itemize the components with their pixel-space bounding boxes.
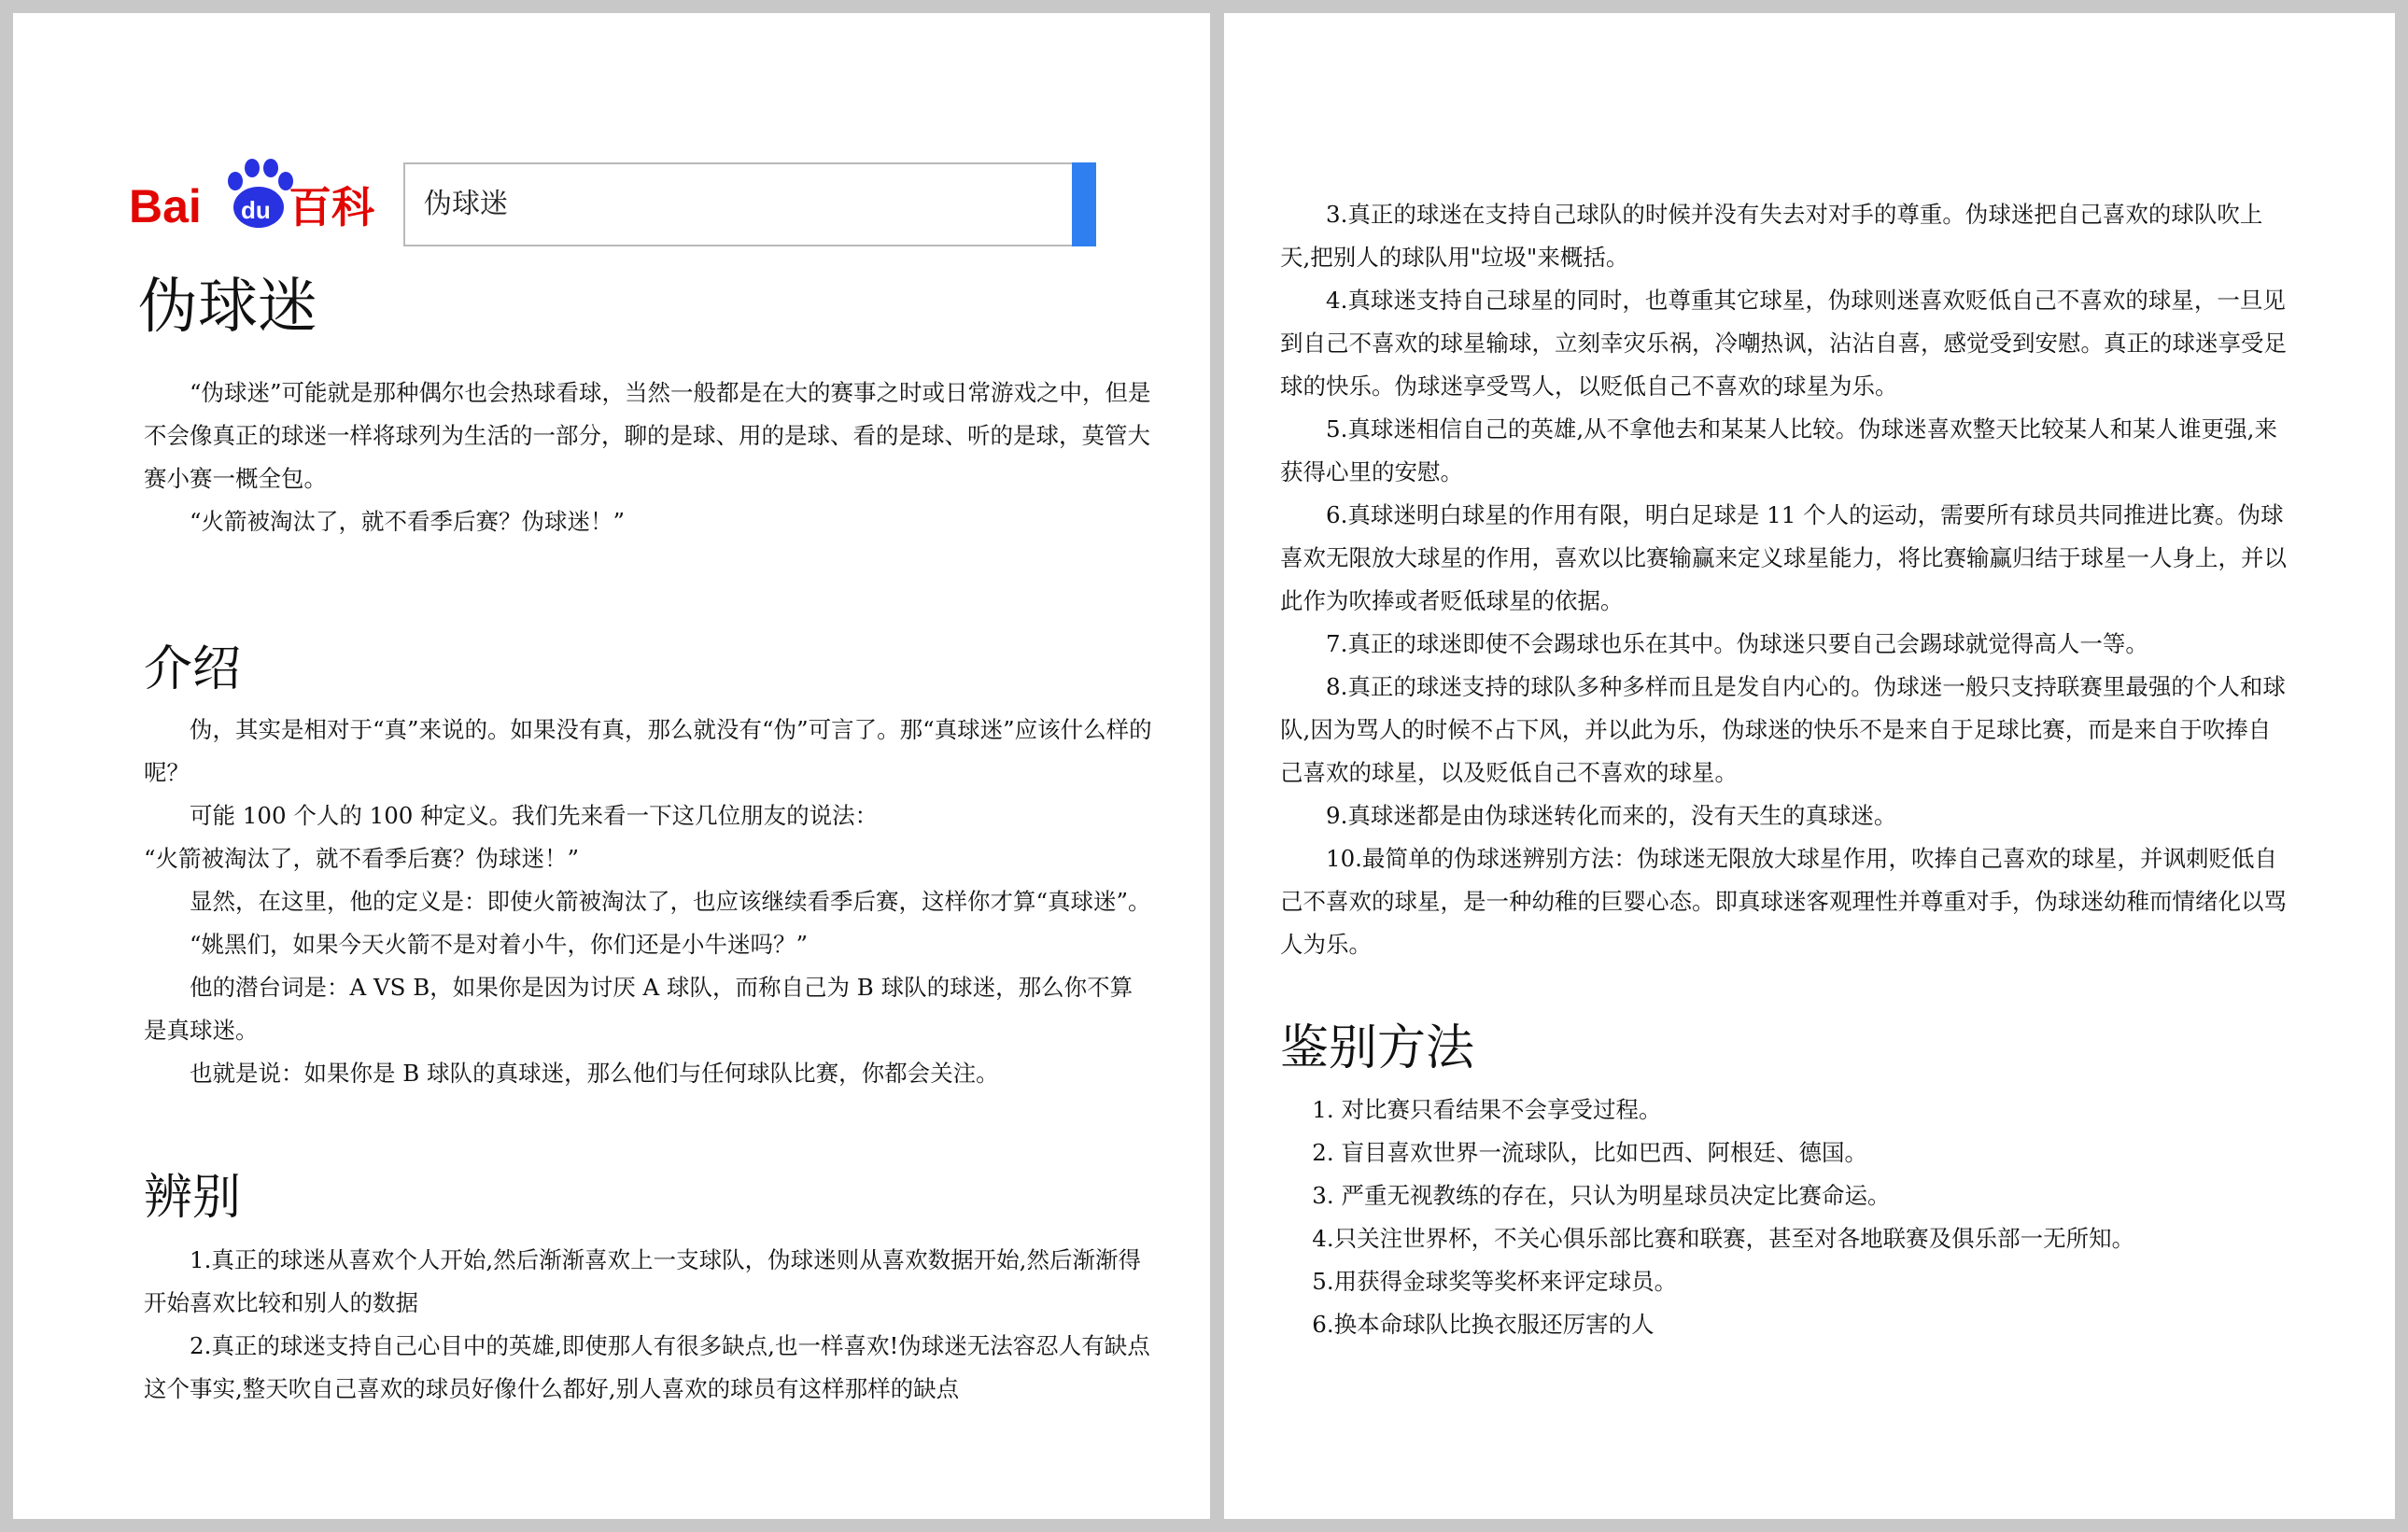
paragraph: 也就是说：如果你是 B 球队的真球迷，那么他们与任何球队比赛，你都会关注。 <box>190 1060 999 1087</box>
list-item: 8.真正的球迷支持的球队多种多样而且是发自内心的。伪球迷一般只支持联赛里最强的个人和球队,因为骂人的时候不占下风，并以此为乐，伪球迷的快乐不是来自于足球比赛，而是来自于吹捧自己喜欢的球星，以及贬低自己不喜欢的球星。 <box>1280 673 2286 786</box>
intro-section <box>144 372 1152 543</box>
paragraph: 他的潜台词是：A VS B，如果你是因为讨厌 A 球队，而称自己为 B 球队的球迷，那么你不算是真球迷。 <box>144 974 1134 1044</box>
svg-text:du: du <box>241 196 271 224</box>
list-item: 5.用获得金球奖等奖杯来评定球员。 <box>1312 1268 1678 1295</box>
baidu-baike-logo[interactable] <box>125 146 382 248</box>
list-item: 4.只关注世界杯，不关心俱乐部比赛和联赛，甚至对各地联赛及俱乐部一无所知。 <box>1312 1225 2135 1252</box>
search-query: 伪球迷 <box>424 188 508 220</box>
list-item: 9.真球迷都是由伪球迷转化而来的，没有天生的真球迷。 <box>1326 802 1897 829</box>
section-heading-distinguish: 辨别 <box>144 1170 242 1226</box>
paragraph: 可能 100 个人的 100 种定义。我们先来看一下这几位朋友的说法： <box>190 802 879 829</box>
list-item: 2. 盲目喜欢世界一流球队，比如巴西、阿根廷、德国。 <box>1312 1139 1867 1166</box>
paragraph: “伪球迷”可能就是那种偶尔也会热球看球，当然一般都是在大的赛事之时或日常游戏之中，但是不会像真正的球迷一样将球列为生活的一部分，聊的是球、用的是球、看的是球、听的是球，莫管大赛小赛一概全包。 <box>144 379 1151 492</box>
svg-text:百科: 百科 <box>289 182 374 232</box>
list-item: 3.真正的球迷在支持自己球队的时候并没有失去对对手的尊重。伪球迷把自己喜欢的球队吹上天,把别人的球队用"垃圾"来概括。 <box>1280 201 2263 271</box>
section-distinguish-body-part2 <box>1280 193 2288 966</box>
section-distinguish-body-part1 <box>144 1239 1152 1411</box>
paragraph: “火箭被淘汰了，就不看季后赛？伪球迷！” <box>144 845 580 872</box>
list-item: 6.真球迷明白球星的作用有限，明白足球是 11 个人的运动，需要所有球员共同推进比赛。伪球喜欢无限放大球星的作用，喜欢以比赛输赢来定义球星能力，将比赛输赢归结于球星一人身上，并以此作为吹捧或者贬低球星的依据。 <box>1280 501 2287 614</box>
list-item: 4.真球迷支持自己球星的同时，也尊重其它球星，伪球则迷喜欢贬低自己不喜欢的球星，一旦见到自己不喜欢的球星输球，立刻幸灾乐祸，冷嘲热讽，沾沾自喜，感觉受到安慰。真正的球迷享受足球的快乐。伪球迷享受骂人，以贬低自己不喜欢的球星为乐。 <box>1280 287 2287 400</box>
section-methods-body <box>1280 1089 2288 1346</box>
paragraph: 显然，在这里，他的定义是：即使火箭被淘汰了，也应该继续看季后赛，这样你才算“真球迷”。 <box>190 888 1151 915</box>
document-page-left <box>13 13 1210 1519</box>
section-heading-intro: 介绍 <box>144 641 242 697</box>
document-page-right <box>1224 13 2395 1519</box>
page-title: 伪球迷 <box>138 273 317 342</box>
paragraph: “火箭被淘汰了，就不看季后赛？伪球迷！” <box>190 508 626 535</box>
list-item: 7.真正的球迷即使不会踢球也乐在其中。伪球迷只要自己会踢球就觉得高人一等。 <box>1326 630 2148 657</box>
svg-text:Bai: Bai <box>129 180 202 232</box>
paragraph: 伪，其实是相对于“真”来说的。如果没有真，那么就没有“伪”可言了。那“真球迷”应该什么样的呢？ <box>144 716 1152 786</box>
search-button[interactable] <box>1072 162 1096 246</box>
list-item: 10.最简单的伪球迷辨别方法：伪球迷无限放大球星作用，吹捧自己喜欢的球星，并讽刺贬低自己不喜欢的球星，是一种幼稚的巨婴心态。即真球迷客观理性并尊重对手，伪球迷幼稚而情绪化以骂人为乐。 <box>1280 845 2287 958</box>
list-item: 5.真球迷相信自己的英雄,从不拿他去和某某人比较。伪球迷喜欢整天比较某人和某人谁更强,来获得心里的安慰。 <box>1280 415 2277 485</box>
list-item: 2.真正的球迷支持自己心目中的英雄,即使那人有很多缺点,也一样喜欢!伪球迷无法容忍人有缺点这个事实,整天吹自己喜欢的球员好像什么都好,别人喜欢的球员有这样那样的缺点 <box>144 1332 1150 1402</box>
list-item: 3. 严重无视教练的存在，只认为明星球员决定比赛命运。 <box>1312 1182 1891 1209</box>
section-heading-methods: 鉴别方法 <box>1280 1020 1475 1076</box>
list-item: 6.换本命球队比换衣服还厉害的人 <box>1312 1311 1655 1338</box>
paragraph: “姚黑们，如果今天火箭不是对着小牛，你们还是小牛迷吗？” <box>190 931 809 958</box>
list-item: 1.真正的球迷从喜欢个人开始,然后渐渐喜欢上一支球队，伪球迷则从喜欢数据开始,然后渐渐得开始喜欢比较和别人的数据 <box>144 1246 1141 1316</box>
search-input[interactable] <box>403 162 1096 246</box>
section-intro-body <box>144 709 1152 1095</box>
list-item: 1. 对比赛只看结果不会享受过程。 <box>1312 1096 1662 1123</box>
